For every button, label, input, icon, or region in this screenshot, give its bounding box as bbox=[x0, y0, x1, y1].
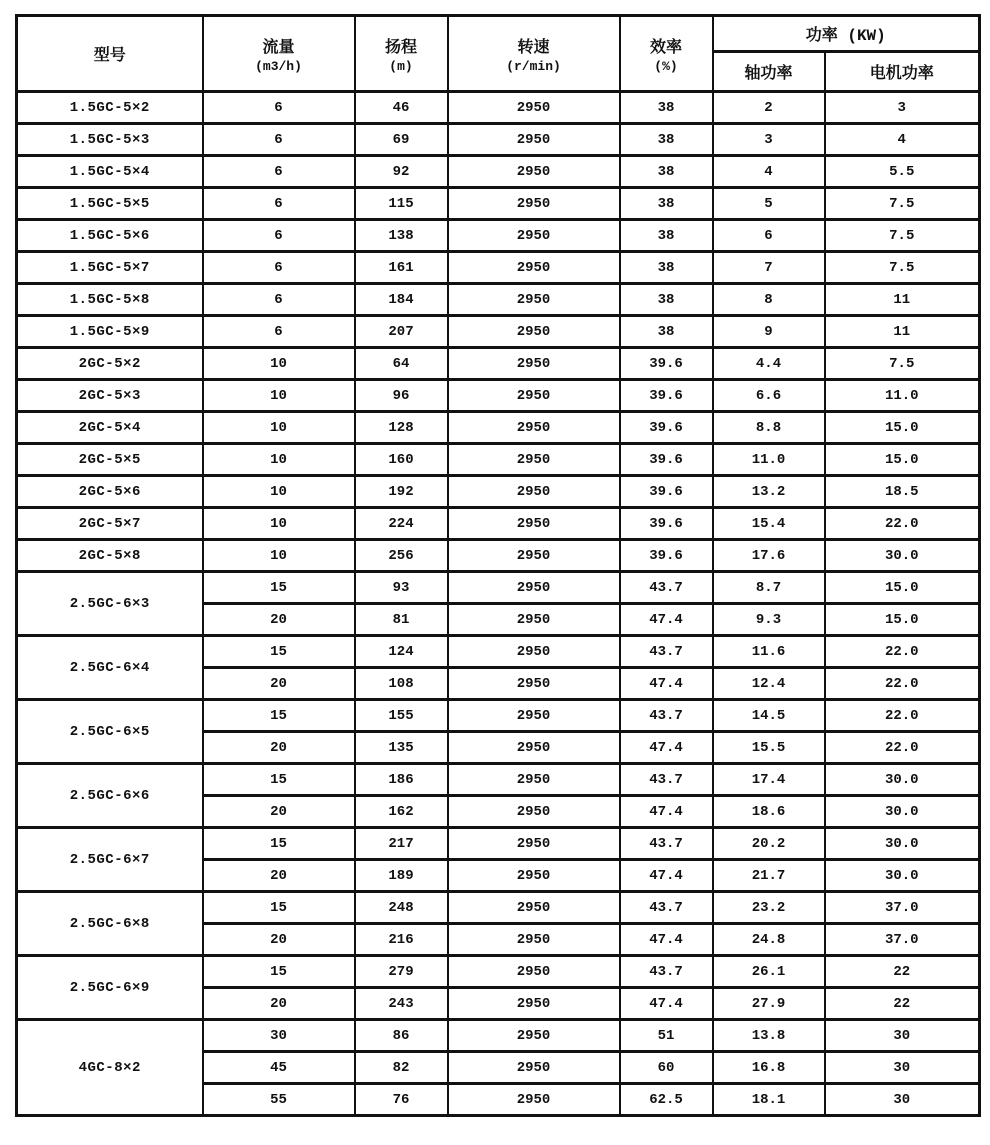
flow-cell: 10 bbox=[203, 476, 355, 508]
shaft-power-cell: 13.8 bbox=[713, 1020, 825, 1052]
model-cell: 1.5GC-5×7 bbox=[17, 252, 203, 284]
flow-cell: 6 bbox=[203, 284, 355, 316]
efficiency-cell: 38 bbox=[620, 316, 713, 348]
table-row bbox=[17, 252, 980, 284]
head-cell: 224 bbox=[355, 508, 448, 540]
motor-power-cell: 7.5 bbox=[825, 220, 980, 252]
efficiency-cell: 43.7 bbox=[620, 892, 713, 924]
head-cell: 248 bbox=[355, 892, 448, 924]
speed-cell: 2950 bbox=[448, 1052, 620, 1084]
motor-power-cell: 11 bbox=[825, 284, 980, 316]
efficiency-cell: 43.7 bbox=[620, 572, 713, 604]
shaft-power-cell: 9 bbox=[713, 316, 825, 348]
head-cell: 86 bbox=[355, 1020, 448, 1052]
flow-cell: 10 bbox=[203, 380, 355, 412]
speed-cell: 2950 bbox=[448, 828, 620, 860]
flow-cell: 10 bbox=[203, 412, 355, 444]
model-cell: 2.5GC-6×4 bbox=[17, 636, 203, 700]
header-row-top bbox=[17, 16, 980, 52]
efficiency-cell: 39.6 bbox=[620, 476, 713, 508]
speed-cell: 2950 bbox=[448, 764, 620, 796]
spec-table-body bbox=[17, 92, 980, 1116]
speed-cell: 2950 bbox=[448, 668, 620, 700]
table-row bbox=[17, 124, 980, 156]
flow-cell: 15 bbox=[203, 636, 355, 668]
flow-cell: 45 bbox=[203, 1052, 355, 1084]
efficiency-cell: 47.4 bbox=[620, 796, 713, 828]
model-cell: 1.5GC-5×2 bbox=[17, 92, 203, 124]
motor-power-cell: 30 bbox=[825, 1020, 980, 1052]
header-head-label: 扬程 bbox=[384, 38, 417, 57]
header-head bbox=[355, 16, 448, 92]
head-cell: 138 bbox=[355, 220, 448, 252]
speed-cell: 2950 bbox=[448, 604, 620, 636]
efficiency-cell: 38 bbox=[620, 92, 713, 124]
speed-cell: 2950 bbox=[448, 508, 620, 540]
table-row bbox=[17, 380, 980, 412]
flow-cell: 10 bbox=[203, 540, 355, 572]
flow-cell: 15 bbox=[203, 764, 355, 796]
efficiency-cell: 47.4 bbox=[620, 860, 713, 892]
head-cell: 81 bbox=[355, 604, 448, 636]
efficiency-cell: 47.4 bbox=[620, 988, 713, 1020]
head-cell: 279 bbox=[355, 956, 448, 988]
motor-power-cell: 7.5 bbox=[825, 252, 980, 284]
head-cell: 108 bbox=[355, 668, 448, 700]
shaft-power-cell: 21.7 bbox=[713, 860, 825, 892]
speed-cell: 2950 bbox=[448, 700, 620, 732]
motor-power-cell: 30.0 bbox=[825, 860, 980, 892]
flow-cell: 20 bbox=[203, 860, 355, 892]
header-model-label: 型号 bbox=[93, 47, 126, 65]
flow-cell: 30 bbox=[203, 1020, 355, 1052]
model-cell: 2.5GC-6×3 bbox=[17, 572, 203, 636]
header-flow-label: 流量 bbox=[262, 38, 295, 57]
flow-cell: 6 bbox=[203, 220, 355, 252]
motor-power-cell: 11.0 bbox=[825, 380, 980, 412]
table-row bbox=[17, 348, 980, 380]
flow-cell: 20 bbox=[203, 988, 355, 1020]
flow-cell: 10 bbox=[203, 348, 355, 380]
flow-cell: 20 bbox=[203, 796, 355, 828]
model-cell: 2.5GC-6×9 bbox=[17, 956, 203, 1020]
model-cell: 2GC-5×8 bbox=[17, 540, 203, 572]
shaft-power-cell: 3 bbox=[713, 124, 825, 156]
efficiency-cell: 43.7 bbox=[620, 828, 713, 860]
flow-cell: 6 bbox=[203, 316, 355, 348]
flow-cell: 6 bbox=[203, 92, 355, 124]
shaft-power-cell: 16.8 bbox=[713, 1052, 825, 1084]
header-power-group: 功率 (KW) bbox=[713, 16, 980, 52]
efficiency-cell: 39.6 bbox=[620, 444, 713, 476]
motor-power-cell: 30.0 bbox=[825, 796, 980, 828]
speed-cell: 2950 bbox=[448, 412, 620, 444]
speed-cell: 2950 bbox=[448, 380, 620, 412]
efficiency-cell: 38 bbox=[620, 220, 713, 252]
shaft-power-cell: 7 bbox=[713, 252, 825, 284]
speed-cell: 2950 bbox=[448, 348, 620, 380]
table-row bbox=[17, 636, 980, 668]
shaft-power-cell: 13.2 bbox=[713, 476, 825, 508]
table-row bbox=[17, 572, 980, 604]
header-flow-unit: (m3/h) bbox=[255, 58, 302, 74]
shaft-power-cell: 11.6 bbox=[713, 636, 825, 668]
table-row bbox=[17, 188, 980, 220]
motor-power-cell: 22.0 bbox=[825, 732, 980, 764]
model-cell: 2GC-5×3 bbox=[17, 380, 203, 412]
head-cell: 186 bbox=[355, 764, 448, 796]
speed-cell: 2950 bbox=[448, 956, 620, 988]
table-row bbox=[17, 92, 980, 124]
speed-cell: 2950 bbox=[448, 796, 620, 828]
model-cell: 1.5GC-5×5 bbox=[17, 188, 203, 220]
efficiency-cell: 43.7 bbox=[620, 700, 713, 732]
shaft-power-cell: 6.6 bbox=[713, 380, 825, 412]
motor-power-cell: 30.0 bbox=[825, 764, 980, 796]
header-efficiency bbox=[620, 16, 713, 92]
header-shaft-power: 轴功率 bbox=[713, 52, 825, 92]
speed-cell: 2950 bbox=[448, 924, 620, 956]
shaft-power-cell: 18.1 bbox=[713, 1084, 825, 1116]
flow-cell: 10 bbox=[203, 444, 355, 476]
flow-cell: 15 bbox=[203, 828, 355, 860]
head-cell: 46 bbox=[355, 92, 448, 124]
model-cell: 1.5GC-5×9 bbox=[17, 316, 203, 348]
shaft-power-cell: 8 bbox=[713, 284, 825, 316]
speed-cell: 2950 bbox=[448, 156, 620, 188]
shaft-power-cell: 17.6 bbox=[713, 540, 825, 572]
efficiency-cell: 47.4 bbox=[620, 924, 713, 956]
motor-power-cell: 37.0 bbox=[825, 892, 980, 924]
shaft-power-cell: 26.1 bbox=[713, 956, 825, 988]
motor-power-cell: 22.0 bbox=[825, 508, 980, 540]
speed-cell: 2950 bbox=[448, 1020, 620, 1052]
motor-power-cell: 5.5 bbox=[825, 156, 980, 188]
head-cell: 155 bbox=[355, 700, 448, 732]
head-cell: 115 bbox=[355, 188, 448, 220]
motor-power-cell: 18.5 bbox=[825, 476, 980, 508]
motor-power-cell: 3 bbox=[825, 92, 980, 124]
efficiency-cell: 38 bbox=[620, 124, 713, 156]
model-cell: 2GC-5×2 bbox=[17, 348, 203, 380]
table-row bbox=[17, 540, 980, 572]
flow-cell: 10 bbox=[203, 508, 355, 540]
table-row bbox=[17, 828, 980, 860]
shaft-power-cell: 24.8 bbox=[713, 924, 825, 956]
efficiency-cell: 62.5 bbox=[620, 1084, 713, 1116]
model-cell: 2GC-5×4 bbox=[17, 412, 203, 444]
shaft-power-cell: 17.4 bbox=[713, 764, 825, 796]
motor-power-cell: 11 bbox=[825, 316, 980, 348]
shaft-power-cell: 4 bbox=[713, 156, 825, 188]
table-row bbox=[17, 956, 980, 988]
head-cell: 216 bbox=[355, 924, 448, 956]
head-cell: 217 bbox=[355, 828, 448, 860]
efficiency-cell: 38 bbox=[620, 284, 713, 316]
shaft-power-cell: 15.5 bbox=[713, 732, 825, 764]
flow-cell: 15 bbox=[203, 892, 355, 924]
efficiency-cell: 38 bbox=[620, 188, 713, 220]
speed-cell: 2950 bbox=[448, 284, 620, 316]
motor-power-cell: 22 bbox=[825, 956, 980, 988]
head-cell: 162 bbox=[355, 796, 448, 828]
efficiency-cell: 39.6 bbox=[620, 540, 713, 572]
pump-spec-table bbox=[15, 14, 981, 1117]
motor-power-cell: 30.0 bbox=[825, 540, 980, 572]
flow-cell: 6 bbox=[203, 188, 355, 220]
header-model bbox=[17, 16, 203, 92]
motor-power-cell: 15.0 bbox=[825, 572, 980, 604]
motor-power-cell: 15.0 bbox=[825, 604, 980, 636]
head-cell: 256 bbox=[355, 540, 448, 572]
efficiency-cell: 38 bbox=[620, 156, 713, 188]
flow-cell: 15 bbox=[203, 956, 355, 988]
efficiency-cell: 47.4 bbox=[620, 668, 713, 700]
model-cell: 2.5GC-6×8 bbox=[17, 892, 203, 956]
model-cell: 1.5GC-5×8 bbox=[17, 284, 203, 316]
speed-cell: 2950 bbox=[448, 476, 620, 508]
head-cell: 69 bbox=[355, 124, 448, 156]
model-cell: 1.5GC-5×6 bbox=[17, 220, 203, 252]
efficiency-cell: 39.6 bbox=[620, 380, 713, 412]
head-cell: 192 bbox=[355, 476, 448, 508]
table-row bbox=[17, 284, 980, 316]
efficiency-cell: 60 bbox=[620, 1052, 713, 1084]
speed-cell: 2950 bbox=[448, 732, 620, 764]
shaft-power-cell: 5 bbox=[713, 188, 825, 220]
header-speed-unit: (r/min) bbox=[506, 58, 561, 74]
shaft-power-cell: 20.2 bbox=[713, 828, 825, 860]
shaft-power-cell: 11.0 bbox=[713, 444, 825, 476]
flow-cell: 6 bbox=[203, 252, 355, 284]
speed-cell: 2950 bbox=[448, 188, 620, 220]
flow-cell: 15 bbox=[203, 700, 355, 732]
header-efficiency-unit: (%) bbox=[654, 58, 678, 74]
head-cell: 124 bbox=[355, 636, 448, 668]
model-cell: 2.5GC-6×7 bbox=[17, 828, 203, 892]
table-row bbox=[17, 156, 980, 188]
head-cell: 160 bbox=[355, 444, 448, 476]
flow-cell: 20 bbox=[203, 604, 355, 636]
head-cell: 96 bbox=[355, 380, 448, 412]
model-cell: 2GC-5×7 bbox=[17, 508, 203, 540]
head-cell: 76 bbox=[355, 1084, 448, 1116]
efficiency-cell: 39.6 bbox=[620, 508, 713, 540]
model-cell: 2.5GC-6×6 bbox=[17, 764, 203, 828]
head-cell: 64 bbox=[355, 348, 448, 380]
table-row bbox=[17, 316, 980, 348]
motor-power-cell: 30.0 bbox=[825, 828, 980, 860]
model-cell: 2.5GC-6×5 bbox=[17, 700, 203, 764]
speed-cell: 2950 bbox=[448, 92, 620, 124]
header-flow bbox=[203, 16, 355, 92]
shaft-power-cell: 23.2 bbox=[713, 892, 825, 924]
shaft-power-cell: 2 bbox=[713, 92, 825, 124]
table-row bbox=[17, 700, 980, 732]
head-cell: 93 bbox=[355, 572, 448, 604]
shaft-power-cell: 6 bbox=[713, 220, 825, 252]
motor-power-cell: 7.5 bbox=[825, 348, 980, 380]
model-cell: 2GC-5×6 bbox=[17, 476, 203, 508]
head-cell: 161 bbox=[355, 252, 448, 284]
efficiency-cell: 51 bbox=[620, 1020, 713, 1052]
head-cell: 82 bbox=[355, 1052, 448, 1084]
speed-cell: 2950 bbox=[448, 988, 620, 1020]
table-row bbox=[17, 764, 980, 796]
speed-cell: 2950 bbox=[448, 316, 620, 348]
header-speed bbox=[448, 16, 620, 92]
motor-power-cell: 22 bbox=[825, 988, 980, 1020]
shaft-power-cell: 12.4 bbox=[713, 668, 825, 700]
model-cell: 1.5GC-5×4 bbox=[17, 156, 203, 188]
table-row bbox=[17, 444, 980, 476]
shaft-power-cell: 14.5 bbox=[713, 700, 825, 732]
model-cell: 1.5GC-5×3 bbox=[17, 124, 203, 156]
head-cell: 128 bbox=[355, 412, 448, 444]
speed-cell: 2950 bbox=[448, 444, 620, 476]
flow-cell: 20 bbox=[203, 668, 355, 700]
efficiency-cell: 43.7 bbox=[620, 636, 713, 668]
model-cell: 4GC-8×2 bbox=[17, 1020, 203, 1116]
flow-cell: 6 bbox=[203, 124, 355, 156]
motor-power-cell: 7.5 bbox=[825, 188, 980, 220]
motor-power-cell: 15.0 bbox=[825, 444, 980, 476]
shaft-power-cell: 8.7 bbox=[713, 572, 825, 604]
model-cell: 2GC-5×5 bbox=[17, 444, 203, 476]
speed-cell: 2950 bbox=[448, 220, 620, 252]
efficiency-cell: 43.7 bbox=[620, 956, 713, 988]
motor-power-cell: 22.0 bbox=[825, 636, 980, 668]
shaft-power-cell: 4.4 bbox=[713, 348, 825, 380]
speed-cell: 2950 bbox=[448, 540, 620, 572]
efficiency-cell: 38 bbox=[620, 252, 713, 284]
efficiency-cell: 43.7 bbox=[620, 764, 713, 796]
speed-cell: 2950 bbox=[448, 1084, 620, 1116]
head-cell: 184 bbox=[355, 284, 448, 316]
shaft-power-cell: 27.9 bbox=[713, 988, 825, 1020]
motor-power-cell: 30 bbox=[825, 1052, 980, 1084]
speed-cell: 2950 bbox=[448, 636, 620, 668]
flow-cell: 20 bbox=[203, 924, 355, 956]
speed-cell: 2950 bbox=[448, 572, 620, 604]
table-row bbox=[17, 412, 980, 444]
motor-power-cell: 22.0 bbox=[825, 668, 980, 700]
speed-cell: 2950 bbox=[448, 124, 620, 156]
header-motor-power: 电机功率 bbox=[825, 52, 980, 92]
motor-power-cell: 37.0 bbox=[825, 924, 980, 956]
motor-power-cell: 15.0 bbox=[825, 412, 980, 444]
shaft-power-cell: 8.8 bbox=[713, 412, 825, 444]
flow-cell: 55 bbox=[203, 1084, 355, 1116]
table-row bbox=[17, 220, 980, 252]
motor-power-cell: 22.0 bbox=[825, 700, 980, 732]
shaft-power-cell: 15.4 bbox=[713, 508, 825, 540]
table-header bbox=[17, 16, 980, 92]
head-cell: 189 bbox=[355, 860, 448, 892]
table-row bbox=[17, 1020, 980, 1052]
speed-cell: 2950 bbox=[448, 252, 620, 284]
table-row bbox=[17, 892, 980, 924]
head-cell: 207 bbox=[355, 316, 448, 348]
shaft-power-cell: 9.3 bbox=[713, 604, 825, 636]
efficiency-cell: 47.4 bbox=[620, 732, 713, 764]
speed-cell: 2950 bbox=[448, 860, 620, 892]
table-row bbox=[17, 508, 980, 540]
flow-cell: 15 bbox=[203, 572, 355, 604]
speed-cell: 2950 bbox=[448, 892, 620, 924]
head-cell: 135 bbox=[355, 732, 448, 764]
head-cell: 243 bbox=[355, 988, 448, 1020]
head-cell: 92 bbox=[355, 156, 448, 188]
motor-power-cell: 30 bbox=[825, 1084, 980, 1116]
motor-power-cell: 4 bbox=[825, 124, 980, 156]
table-row bbox=[17, 476, 980, 508]
flow-cell: 6 bbox=[203, 156, 355, 188]
efficiency-cell: 39.6 bbox=[620, 348, 713, 380]
efficiency-cell: 47.4 bbox=[620, 604, 713, 636]
header-head-unit: (m) bbox=[389, 58, 413, 74]
efficiency-cell: 39.6 bbox=[620, 412, 713, 444]
flow-cell: 20 bbox=[203, 732, 355, 764]
shaft-power-cell: 18.6 bbox=[713, 796, 825, 828]
header-efficiency-label: 效率 bbox=[649, 38, 682, 57]
header-speed-label: 转速 bbox=[517, 38, 550, 57]
